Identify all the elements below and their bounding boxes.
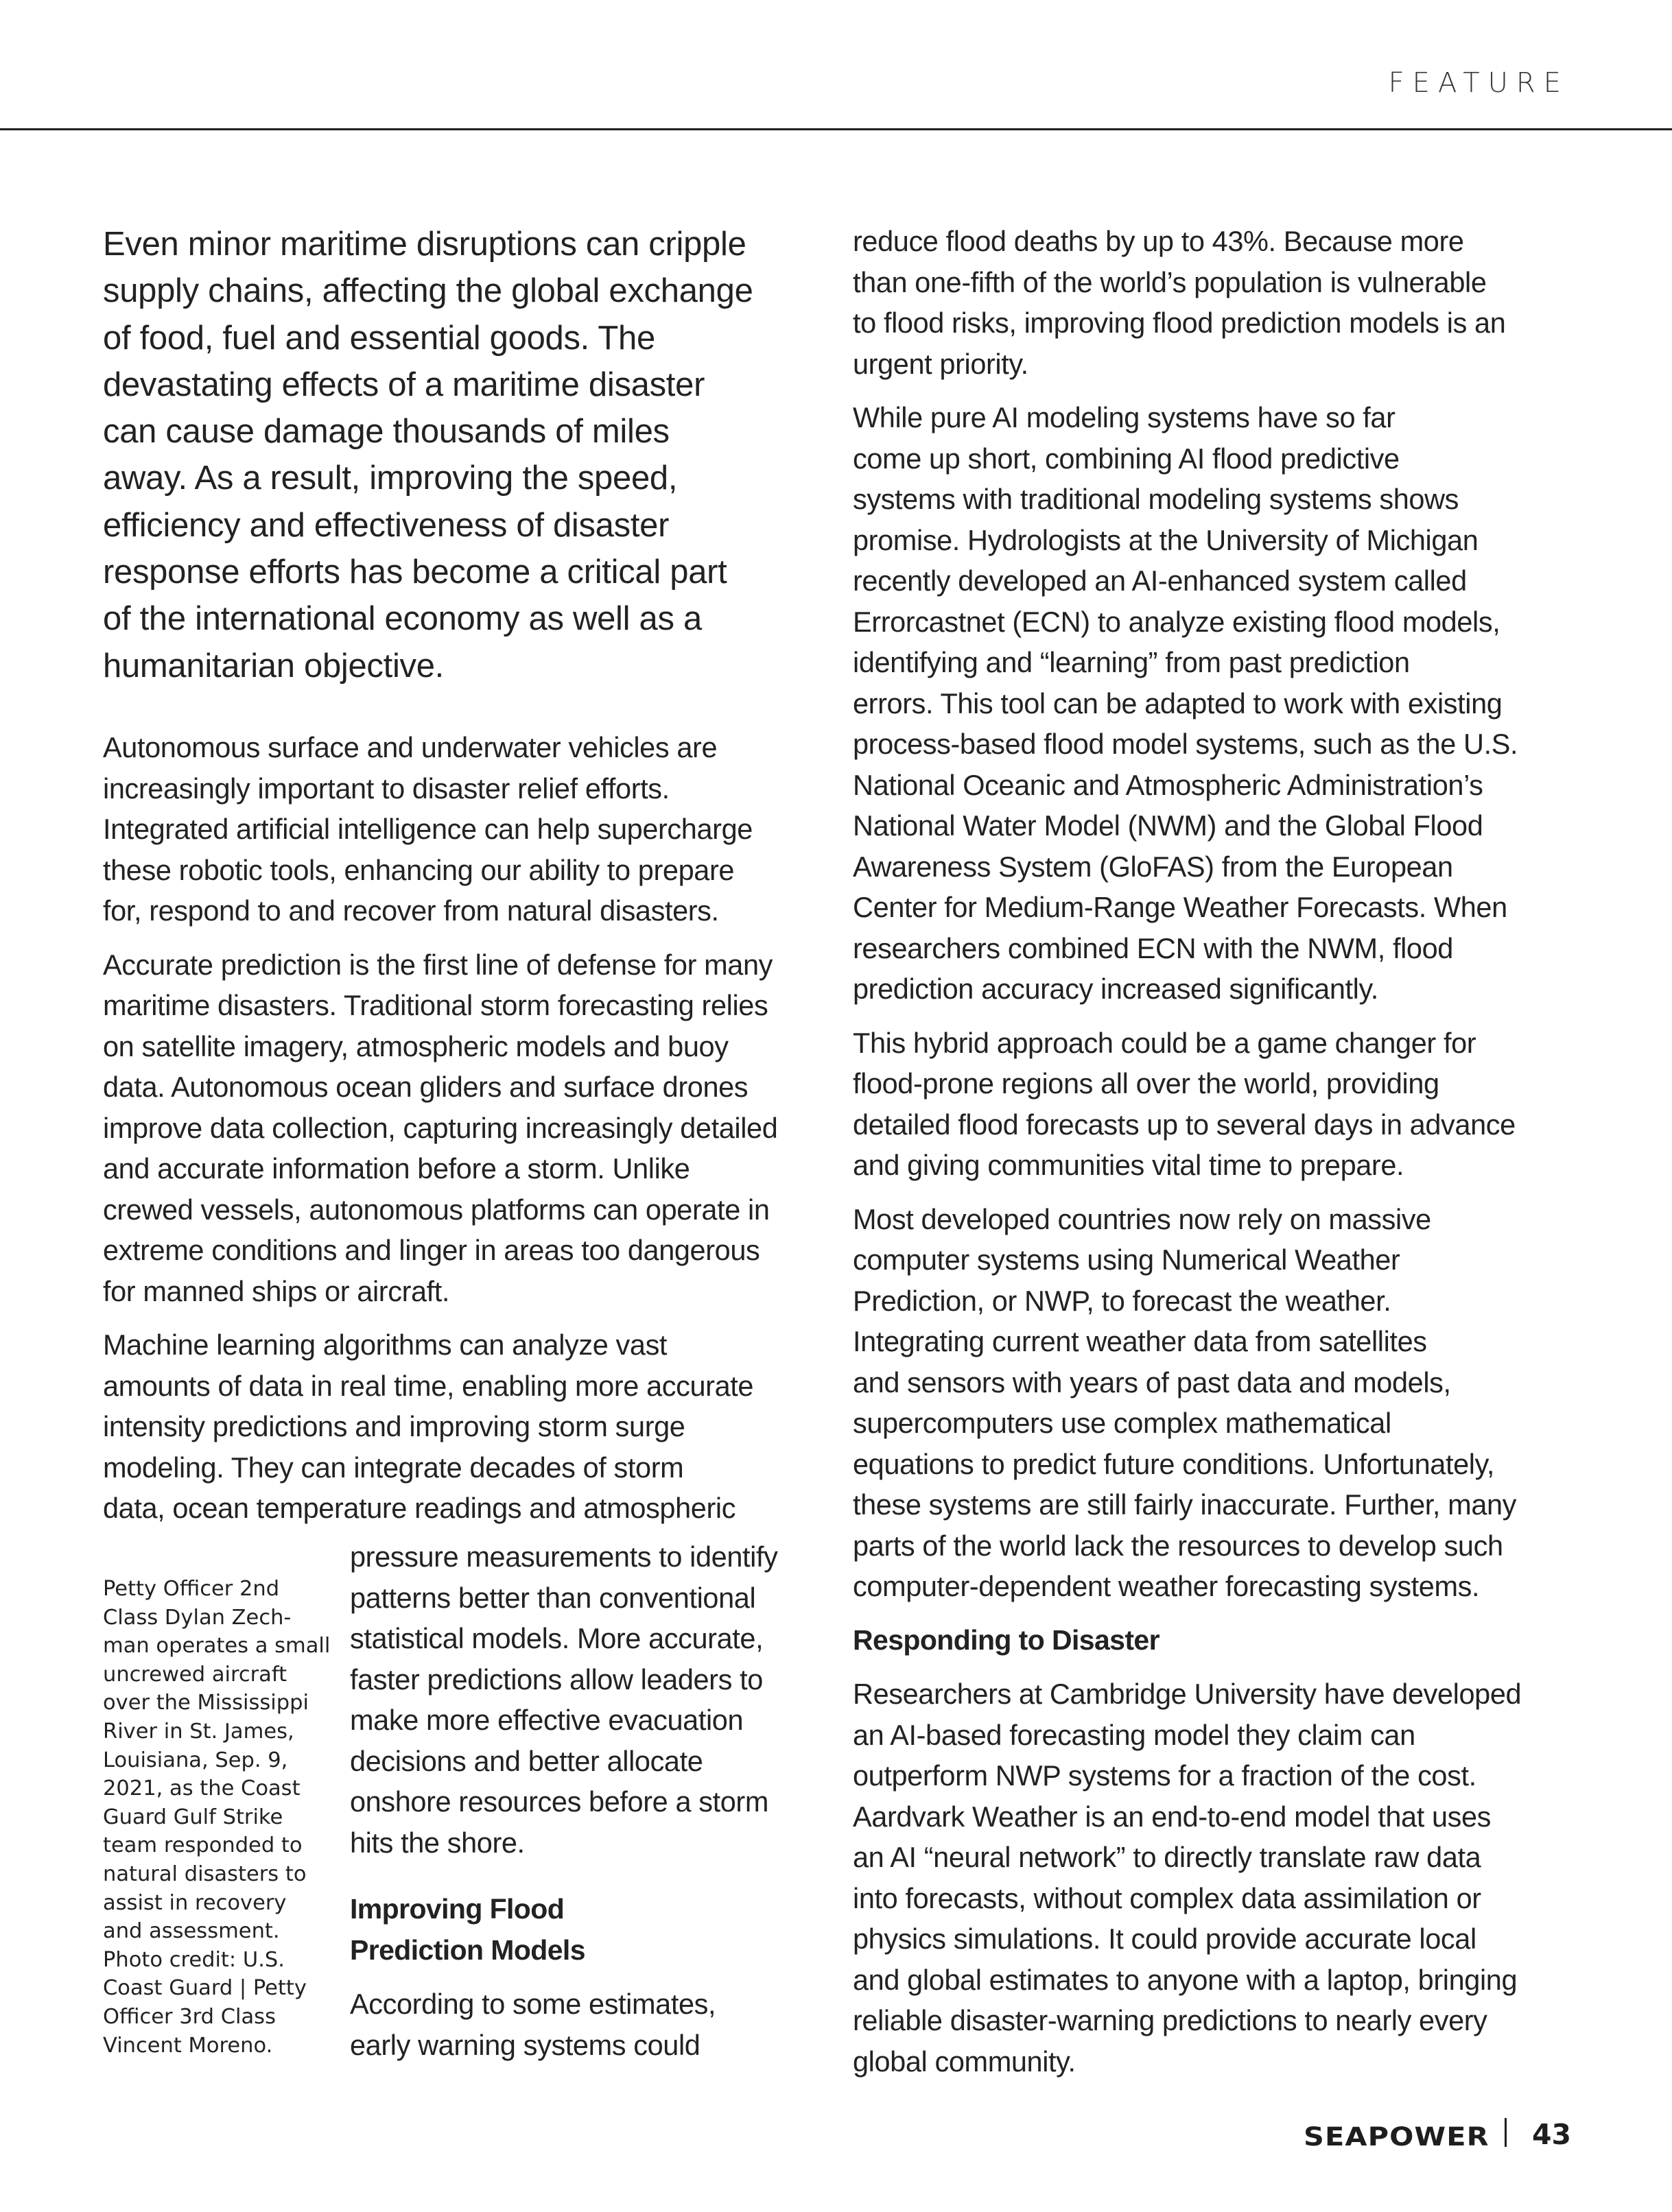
heading-line: Prediction Models xyxy=(350,1934,585,1966)
caption-line: and assessment. xyxy=(103,1919,280,1944)
body-line: these robotic tools, enhancing our ability to prepare xyxy=(103,853,735,886)
body-line: pressure measurements to identify xyxy=(350,1541,778,1573)
body-paragraph xyxy=(350,1536,823,1863)
body-line: for manned ships or aircraft. xyxy=(103,1274,450,1307)
lead-line: humanitarian objective. xyxy=(103,647,445,685)
body-line: computer-dependent weather forecasting systems. xyxy=(853,1570,1480,1602)
body-line: Center for Medium-Range Weather Forecasts. When xyxy=(853,891,1507,923)
body-line: make more effective evacuation xyxy=(350,1704,744,1736)
body-line: crewed vessels, autonomous platforms can operate in xyxy=(103,1193,770,1226)
body-line: Awareness System (GloFAS) from the European xyxy=(853,850,1453,883)
inset-column xyxy=(350,1536,823,2078)
body-line: decisions and better allocate xyxy=(350,1744,703,1777)
body-line: to flood risks, improving flood prediction models is an xyxy=(853,307,1506,339)
body-line: data, ocean temperature readings and atmospheric xyxy=(103,1492,736,1524)
body-line: improve data collection, capturing increasingly detailed xyxy=(103,1111,778,1144)
body-line: intensity predictions and improving storm surge xyxy=(103,1410,685,1442)
photo-caption xyxy=(103,1575,331,2060)
body-line: According to some estimates, xyxy=(350,1988,716,2020)
body-paragraph xyxy=(103,1324,823,1529)
body-line: process-based flood model systems, such as the U.S. xyxy=(853,728,1518,760)
body-line: an AI “neural network” to directly translate raw data xyxy=(853,1841,1481,1873)
caption-line: Petty Officer 2nd xyxy=(103,1577,280,1601)
body-line: global community. xyxy=(853,2045,1076,2078)
body-paragraph xyxy=(853,1199,1580,1607)
body-line: urgent priority. xyxy=(853,347,1028,380)
lead-line: supply chains, affecting the global exchange xyxy=(103,272,753,310)
caption-line: Coast Guard | Petty xyxy=(103,1976,307,2001)
caption-line: Class Dylan Zech- xyxy=(103,1605,292,1630)
body-line: Integrated artificial intelligence can help supercharge xyxy=(103,813,753,845)
body-line: Autonomous surface and underwater vehicles are xyxy=(103,731,718,763)
body-line: and giving communities vital time to prepare. xyxy=(853,1149,1404,1181)
body-line: recently developed an AI-enhanced system called xyxy=(853,564,1467,597)
body-line: data. Autonomous ocean gliders and surface drones xyxy=(103,1071,749,1103)
caption-line: uncrewed aircraft xyxy=(103,1662,287,1687)
body-line: identifying and “learning” from past prediction xyxy=(853,646,1410,678)
lead-line: can cause damage thousands of miles xyxy=(103,413,670,451)
lead-line: devastating effects of a maritime disaster xyxy=(103,366,705,403)
caption-line: Officer 3rd Class xyxy=(103,2004,276,2029)
body-line: than one-fifth of the world’s population is vulnerable xyxy=(853,265,1487,298)
body-line: for, respond to and recover from natural disasters. xyxy=(103,894,719,927)
body-paragraph xyxy=(853,221,1580,384)
body-line: This hybrid approach could be a game changer for xyxy=(853,1026,1476,1059)
caption-line: River in St. James, xyxy=(103,1719,294,1744)
body-line: faster predictions allow leaders to xyxy=(350,1663,763,1696)
lead-line: response efforts has become a critical part xyxy=(103,554,727,591)
body-line: physics simulations. It could provide accurate local xyxy=(853,1923,1476,1955)
body-paragraph xyxy=(853,1674,1580,2082)
body-line: Errorcastnet (ECN) to analyze existing flood models, xyxy=(853,605,1500,638)
caption-line: team responded to xyxy=(103,1833,303,1858)
caption-line: 2021, as the Coast xyxy=(103,1776,301,1801)
lead-paragraph xyxy=(103,221,823,689)
caption-line: Guard Gulf Strike xyxy=(103,1805,283,1829)
body-line: and accurate information before a storm. Unlike xyxy=(103,1152,690,1185)
body-line: Researchers at Cambridge University have developed xyxy=(853,1678,1522,1710)
body-line: these systems are still fairly inaccurate. Further, many xyxy=(853,1488,1517,1521)
body-line: While pure AI modeling systems have so far xyxy=(853,401,1396,433)
body-line: and global estimates to anyone with a laptop, bringing xyxy=(853,1963,1518,1996)
lead-line: efficiency and effectiveness of disaster xyxy=(103,506,670,544)
body-paragraph xyxy=(350,1984,823,2065)
body-line: Accurate prediction is the first line of defense for many xyxy=(103,948,773,981)
left-column xyxy=(103,727,823,1542)
body-line: prediction accuracy increased significantly. xyxy=(853,973,1378,1005)
body-line: modeling. They can integrate decades of storm xyxy=(103,1451,684,1484)
body-line: hits the shore. xyxy=(350,1826,525,1859)
body-line: researchers combined ECN with the NWM, flood xyxy=(853,931,1453,964)
caption-line: Vincent Moreno. xyxy=(103,2033,273,2058)
body-line: Aardvark Weather is an end-to-end model that uses xyxy=(853,1800,1492,1833)
body-line: computer systems using Numerical Weather xyxy=(853,1244,1400,1276)
body-line: statistical models. More accurate, xyxy=(350,1622,764,1654)
right-column xyxy=(853,221,1580,2095)
body-line: Prediction, or NWP, to forecast the weather. xyxy=(853,1284,1391,1317)
caption-line: man operates a small xyxy=(103,1634,331,1658)
body-line: supercomputers use complex mathematical xyxy=(853,1407,1391,1439)
body-line: onshore resources before a storm xyxy=(350,1785,769,1818)
body-line: maritime disasters. Traditional storm forecasting relies xyxy=(103,989,768,1021)
body-line: early warning systems could xyxy=(350,2028,700,2061)
body-paragraph xyxy=(853,397,1580,1010)
footer-divider xyxy=(1505,2118,1507,2147)
body-line: come up short, combining AI flood predictive xyxy=(853,442,1400,475)
body-line: patterns better than conventional xyxy=(350,1581,756,1614)
body-line: errors. This tool can be adapted to work with existing xyxy=(853,687,1503,720)
section-heading-responding: Responding to Disaster xyxy=(853,1624,1159,1656)
body-paragraph xyxy=(853,1023,1580,1186)
header-divider xyxy=(0,128,1672,130)
caption-line: Louisiana, Sep. 9, xyxy=(103,1748,288,1772)
lead-line: away. As a result, improving the speed, xyxy=(103,460,678,497)
body-line: flood-prone regions all over the world, providing xyxy=(853,1067,1439,1099)
section-label: FEATURE xyxy=(1388,67,1569,99)
body-line: increasingly important to disaster relief efforts. xyxy=(103,772,670,805)
body-line: promise. Hydrologists at the University of Michigan xyxy=(853,523,1479,556)
body-line: National Oceanic and Atmospheric Administration’s xyxy=(853,768,1483,801)
lead-line: Even minor maritime disruptions can cripple xyxy=(103,226,746,263)
page-number: 43 xyxy=(1532,2118,1572,2151)
body-line: on satellite imagery, atmospheric models and buoy xyxy=(103,1030,729,1062)
body-line: an AI-based forecasting model they claim can xyxy=(853,1718,1415,1751)
caption-line: assist in recovery xyxy=(103,1890,287,1915)
body-paragraph xyxy=(103,727,823,931)
body-line: reliable disaster-warning predictions to nearly every xyxy=(853,2004,1487,2036)
body-line: reduce flood deaths by up to 43%. Because more xyxy=(853,225,1464,257)
caption-line: natural disasters to xyxy=(103,1862,307,1886)
body-line: amounts of data in real time, enabling more accurate xyxy=(103,1369,754,1402)
body-paragraph xyxy=(103,944,823,1312)
body-line: detailed flood forecasts up to several days in advance xyxy=(853,1108,1516,1141)
body-line: equations to predict future conditions. Unfortunately, xyxy=(853,1447,1495,1480)
body-line: National Water Model (NWM) and the Global Flood xyxy=(853,809,1483,842)
body-line: Integrating current weather data from satellites xyxy=(853,1325,1427,1357)
lead-line: of food, fuel and essential goods. The xyxy=(103,319,655,357)
caption-line: Photo credit: U.S. xyxy=(103,1947,285,1972)
body-line: and sensors with years of past data and models, xyxy=(853,1366,1451,1399)
caption-line: over the Mississippi xyxy=(103,1691,309,1715)
publication-name: SEAPOWER xyxy=(1304,2122,1490,2152)
body-line: systems with traditional modeling systems shows xyxy=(853,483,1459,515)
body-line: outperform NWP systems for a fraction of the cost. xyxy=(853,1759,1476,1792)
body-line: into forecasts, without complex data assimilation or xyxy=(853,1881,1481,1914)
body-line: Machine learning algorithms can analyze vast xyxy=(103,1329,668,1361)
body-line: parts of the world lack the resources to develop such xyxy=(853,1529,1503,1562)
lead-line: of the international economy as well as a xyxy=(103,600,702,638)
body-line: Most developed countries now rely on massive xyxy=(853,1202,1431,1235)
body-line: extreme conditions and linger in areas too dangerous xyxy=(103,1234,760,1266)
heading-line: Improving Flood xyxy=(350,1893,565,1925)
section-heading-flood xyxy=(350,1889,823,1971)
